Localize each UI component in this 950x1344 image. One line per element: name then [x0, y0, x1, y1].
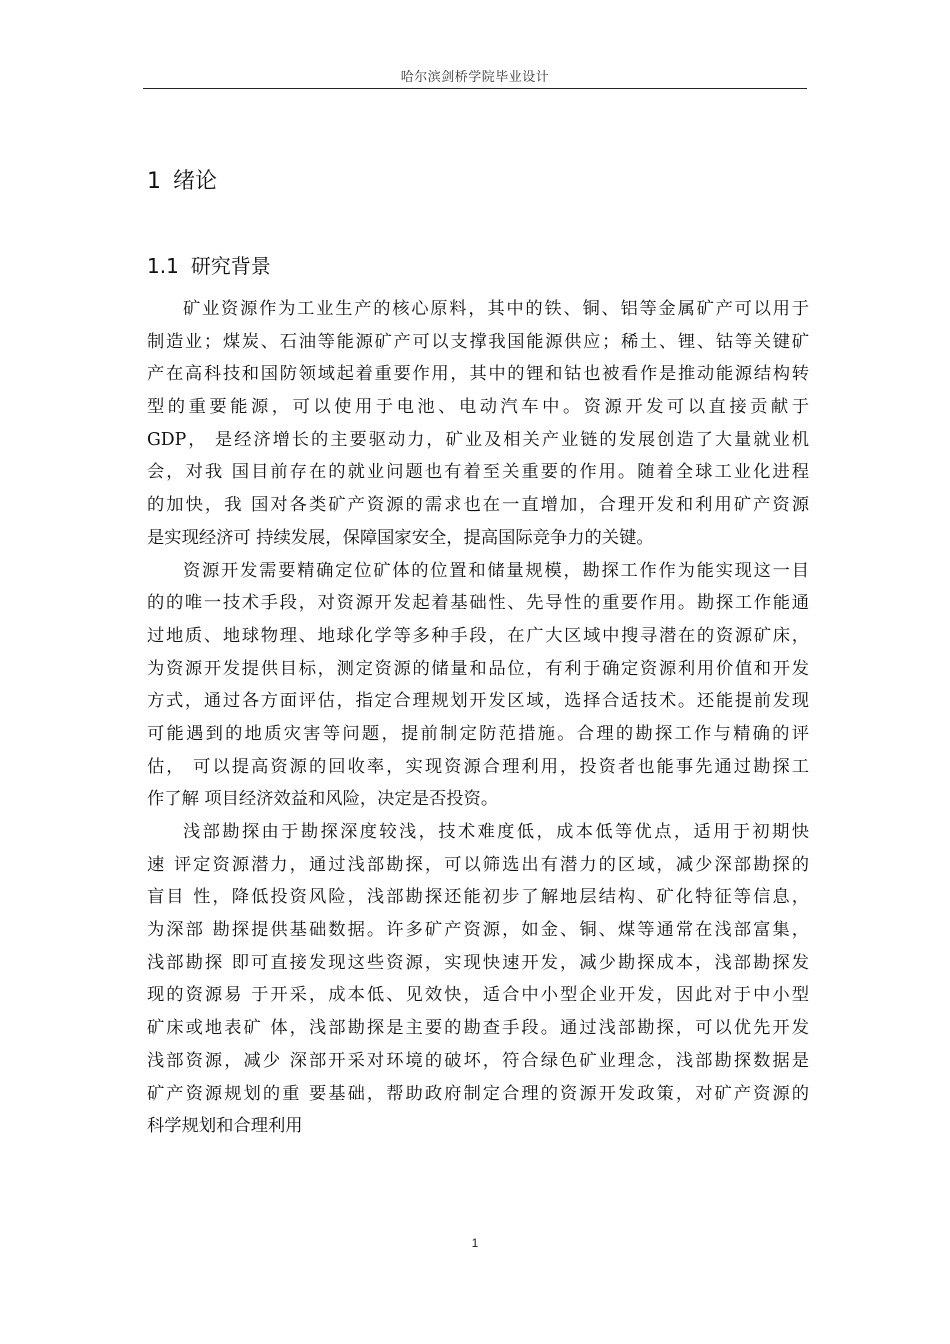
text-line: 制造业；煤炭、石油等能源矿产可以支撑我国能源供应；稀土、锂、钴等关键矿	[147, 331, 809, 352]
body-text	[147, 293, 809, 1143]
text-line: GDP， 是经济增长的主要驱动力，矿业及相关产业链的发展创造了大量就业机	[147, 429, 809, 450]
text-line: 浅部资源，减少 深部开采对环境的破坏，符合绿色矿业理念，浅部勘探数据是	[147, 1050, 809, 1071]
text-line: 矿业资源作为工业生产的核心原料，其中的铁、铜、铝等金属矿产可以用于	[183, 299, 809, 319]
text-line: 型的重要能源，可以使用于电池、电动汽车中。资源开发可以直接贡献于	[147, 397, 809, 418]
text-line: 是实现经济可 持续发展，保障国家安全，提高国际竞争力的关键。	[147, 527, 654, 548]
chapter-title	[147, 164, 217, 195]
paragraph-1	[147, 293, 809, 555]
text-line: 为深部 勘探提供基础数据。许多矿产资源，如金、铜、煤等通常在浅部富集，	[147, 920, 809, 941]
running-header: 哈尔滨剑桥学院毕业设计	[400, 70, 550, 85]
header-rule	[143, 88, 807, 89]
text-line: 作了解 项目经济效益和风险，决定是否投资。	[147, 789, 499, 810]
section-number: 1.1	[147, 254, 179, 278]
paragraph-2	[147, 555, 809, 817]
text-line: 浅部勘探由于勘探深度较浅，技术难度低，成本低等优点，适用于初期快	[183, 822, 809, 842]
paragraph-3	[147, 816, 809, 1143]
text-line: 矿床或地表矿 体，浅部勘探是主要的勘查手段。通过浅部勘探，可以优先开发	[147, 1018, 809, 1039]
chapter-title-text: 绪论	[173, 169, 218, 194]
text-line: 为资源开发提供目标，测定资源的储量和品位，有利于确定资源利用价值和开发	[147, 658, 809, 679]
text-line: 浅部勘探 即可直接发现这些资源，实现快速开发，减少勘探成本，浅部勘探发	[147, 952, 809, 973]
chapter-number: 1	[147, 169, 161, 194]
text-line: 矿产资源规划的重 要基础，帮助政府制定合理的资源开发政策，对矿产资源的	[147, 1083, 809, 1104]
text-line: 资源开发需要精确定位矿体的位置和储量规模，勘探工作作为能实现这一目	[183, 560, 809, 581]
text-line: 方式，通过各方面评估，指定合理规划开发区域，选择合适技术。还能提前发现	[147, 691, 809, 712]
section-title-text: 研究背景	[190, 254, 271, 278]
text-line: 会，对我 国目前存在的就业问题也有着至关重要的作用。随着全球工业化进程	[147, 462, 809, 483]
text-line: 现的资源易 于开采，成本低、见效快，适合中小型企业开发，因此对于中小型	[147, 985, 809, 1006]
section-title	[147, 250, 271, 279]
text-line: 科学规划和合理利用	[147, 1116, 303, 1137]
text-line: 过地质、地球物理、地球化学等多种手段，在广大区域中搜寻潜在的资源矿床，	[147, 625, 809, 646]
text-line: 盲目 性，降低投资风险，浅部勘探还能初步了解地层结构、矿化特征等信息，	[147, 887, 809, 908]
text-line: 估， 可以提高资源的回收率，实现资源合理利用，投资者也能事先通过勘探工	[147, 756, 809, 777]
text-line: 可能遇到的地质灾害等问题，提前制定防范措施。合理的勘探工作与精确的评	[147, 723, 809, 744]
text-line: 速 评定资源潜力，通过浅部勘探，可以筛选出有潜力的区域，减少深部勘探的	[147, 854, 809, 875]
text-line: 的的唯一技术手段，对资源开发起着基础性、先导性的重要作用。勘探工作能通	[147, 593, 809, 614]
text-line: 的加快，我 国对各类矿产资源的需求也在一直增加，合理开发和利用矿产资源	[147, 495, 809, 516]
text-line: 产在高科技和国防领域起着重要作用，其中的锂和钴也被看作是推动能源结构转	[147, 364, 809, 385]
page-number: 1	[471, 1236, 479, 1250]
